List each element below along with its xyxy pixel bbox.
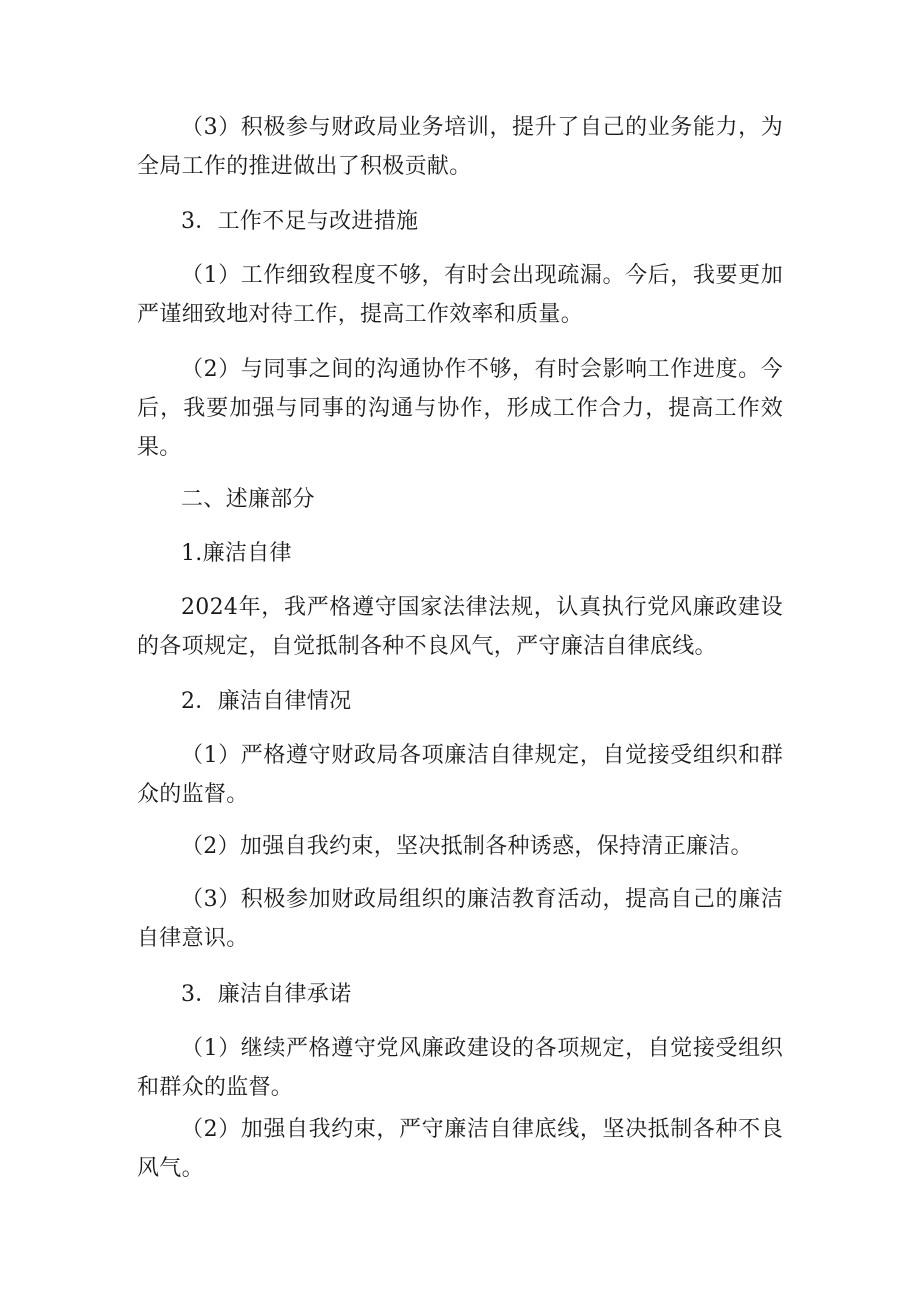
paragraph-shortcoming-detail: （1）工作细致程度不够，有时会出现疏漏。今后，我要更加严谨细致地对待工作，提高工作效率和质量。: [137, 263, 783, 327]
paragraph-integrity-rules: （1）严格遵守财政局各项廉洁自律规定，自觉接受组织和群众的监督。: [137, 743, 783, 807]
paragraph-integrity-education: （3）积极参加财政局组织的廉洁教育活动，提高自己的廉洁自律意识。: [137, 887, 783, 951]
heading-integrity-commitment: 3．廉洁自律承诺: [181, 982, 352, 1007]
heading-shortcomings: 3．工作不足与改进措施: [181, 209, 419, 234]
paragraph-commitment-restraint: （2）加强自我约束，严守廉洁自律底线，坚决抵制各种不良风气。: [137, 1117, 783, 1181]
heading-integrity-status: 2．廉洁自律情况: [181, 689, 352, 714]
paragraph-commitment-rules: （1）继续严格遵守党风廉政建设的各项规定，自觉接受组织和群众的监督。: [137, 1036, 783, 1100]
paragraph-integrity-2024: 2024年，我严格遵守国家法律法规，认真执行党风廉政建设的各项规定，自觉抵制各种不良风气，严守廉洁自律底线。: [137, 595, 783, 659]
heading-integrity-section: 二、述廉部分: [181, 487, 315, 512]
paragraph-shortcoming-communication: （2）与同事之间的沟通协作不够，有时会影响工作进度。今后，我要加强与同事的沟通与协作，形成工作合力，提高工作效果。: [137, 357, 783, 460]
paragraph-integrity-self-restraint: （2）加强自我约束，坚决抵制各种诱惑，保持清正廉洁。: [181, 834, 753, 859]
heading-integrity-self-discipline: 1.廉洁自律: [181, 541, 292, 566]
paragraph-business-training: （3）积极参与财政局业务培训，提升了自己的业务能力，为全局工作的推进做出了积极贡献。: [137, 115, 783, 179]
